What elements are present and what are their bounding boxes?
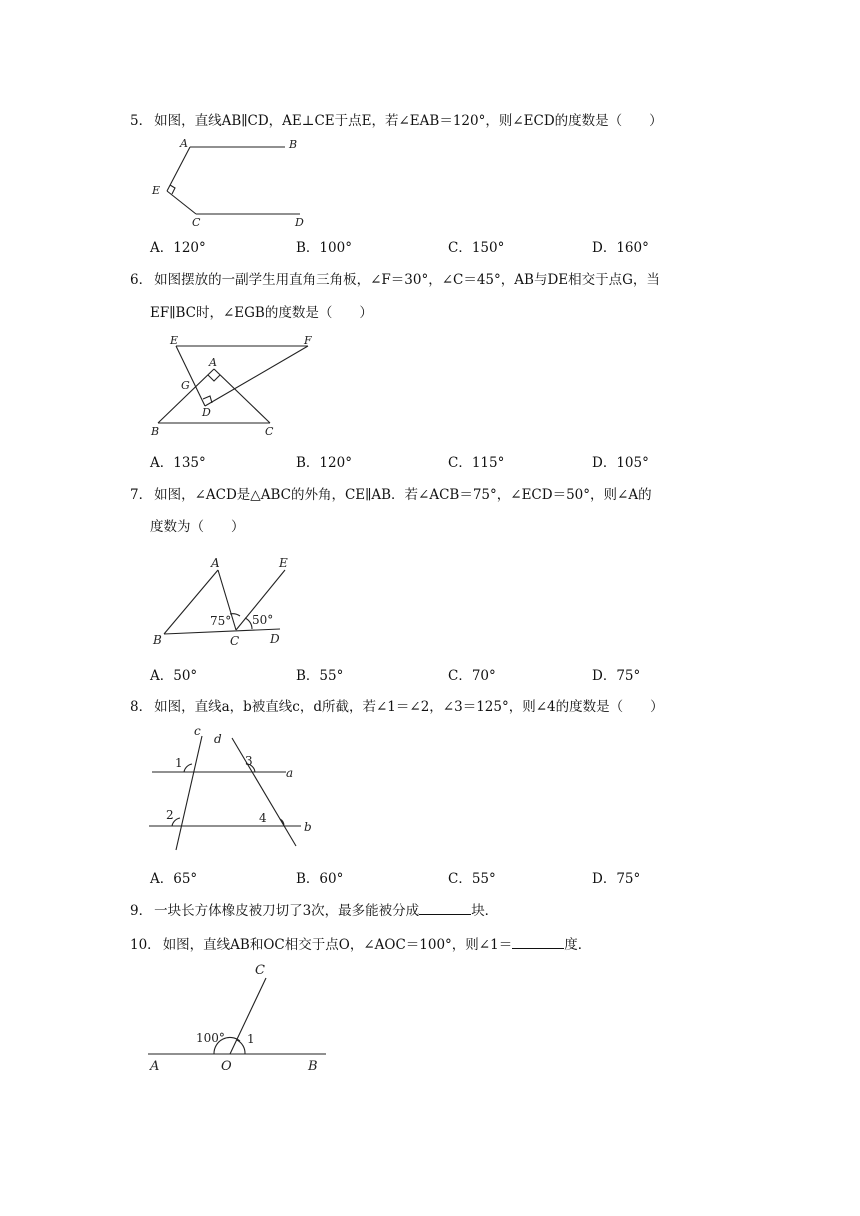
question-7-options [150, 664, 710, 684]
option-a[interactable]: A．50° [150, 668, 198, 684]
label-100deg: 100° [196, 1031, 225, 1045]
label-a: a [286, 766, 294, 780]
option-d[interactable]: D．160° [592, 240, 649, 256]
label-E: E [152, 184, 161, 197]
question-6-stem [130, 270, 660, 290]
label-A: A [211, 556, 220, 570]
label-C: C [265, 425, 274, 438]
question-text: 如图摆放的一副学生用直角三角板，∠F＝30°，∠C＝45°，AB与DE相交于点G，当 [154, 272, 660, 288]
option-b[interactable]: B．100° [296, 240, 352, 256]
label-B: B [289, 138, 298, 151]
option-c[interactable]: C．150° [448, 240, 505, 256]
question-number: 10． [130, 937, 161, 953]
label-b: b [304, 820, 312, 834]
option-d[interactable]: D．75° [592, 668, 641, 684]
label-A: A [180, 137, 188, 150]
question-number: 6． [130, 272, 153, 288]
question-7-stem [130, 485, 652, 505]
question-6-options [150, 451, 710, 471]
label-E: E [170, 334, 179, 347]
question-6-figure [148, 330, 318, 442]
label-c: c [194, 724, 201, 738]
answer-blank[interactable] [419, 900, 471, 915]
label-B: B [308, 1059, 318, 1074]
option-d[interactable]: D．75° [592, 871, 641, 887]
label-D: D [295, 216, 304, 229]
question-number: 5． [130, 113, 153, 129]
question-text: 如图，∠ACD是△ABC的外角，CE∥AB．若∠ACB＝75°，∠ECD＝50°，则∠A的 [154, 487, 652, 503]
label-2: 2 [166, 808, 174, 822]
question-6-stem-line2: EF∥BC时，∠EGB的度数是（ ） [150, 305, 373, 321]
question-number: 7． [130, 487, 153, 503]
label-F: F [304, 334, 312, 347]
option-b[interactable]: B．120° [296, 455, 352, 471]
label-B: B [151, 425, 160, 438]
question-5-figure [150, 134, 330, 230]
question-8-options [150, 867, 710, 887]
question-text: 如图，直线a，b被直线c，d所截，若∠1＝∠2，∠3＝125°，则∠4的度数是（ ） [154, 699, 664, 715]
option-a[interactable]: A．120° [150, 240, 206, 256]
option-a[interactable]: A．65° [150, 871, 198, 887]
label-A: A [150, 1059, 160, 1074]
label-O: O [221, 1059, 232, 1074]
question-text-end: 块． [471, 903, 499, 919]
label-4: 4 [259, 811, 267, 825]
answer-blank[interactable] [512, 934, 564, 949]
question-9-stem [130, 900, 498, 921]
option-b[interactable]: B．60° [296, 871, 344, 887]
question-5-stem [130, 111, 663, 131]
label-1: 1 [175, 756, 183, 770]
option-a[interactable]: A．135° [150, 455, 206, 471]
question-text: 如图，直线AB和OC相交于点O，∠AOC＝100°，则∠1＝ [162, 937, 513, 953]
label-3: 3 [245, 754, 253, 768]
label-D: D [270, 632, 280, 646]
question-text: 一块长方体橡皮被刀切了3次，最多能被分成 [154, 903, 420, 919]
question-7-stem-line2: 度数为（ ） [150, 519, 245, 535]
label-1: 1 [247, 1032, 255, 1046]
question-8-stem [130, 697, 664, 717]
question-7-figure [148, 552, 308, 652]
label-75deg: 75° [210, 614, 232, 628]
option-c[interactable]: C．70° [448, 668, 496, 684]
option-c[interactable]: C．115° [448, 455, 505, 471]
question-10-figure [144, 958, 334, 1078]
label-D: D [202, 406, 211, 419]
question-number: 8． [130, 699, 153, 715]
question-number: 9． [130, 903, 153, 919]
question-10-stem [130, 934, 591, 955]
label-C: C [192, 216, 201, 229]
question-8-figure [146, 724, 326, 854]
label-G: G [181, 379, 190, 392]
label-E: E [279, 556, 288, 570]
label-50deg: 50° [252, 613, 274, 627]
question-5-options [150, 236, 710, 256]
option-d[interactable]: D．105° [592, 455, 649, 471]
label-C: C [230, 634, 240, 648]
label-B: B [153, 633, 162, 647]
label-A: A [209, 356, 217, 369]
label-d: d [214, 732, 222, 746]
option-c[interactable]: C．55° [448, 871, 496, 887]
label-C: C [255, 963, 265, 978]
question-text-end: 度． [564, 937, 592, 953]
option-b[interactable]: B．55° [296, 668, 344, 684]
question-text: 如图，直线AB∥CD，AE⊥CE于点E，若∠EAB＝120°，则∠ECD的度数是（ ） [154, 113, 663, 129]
